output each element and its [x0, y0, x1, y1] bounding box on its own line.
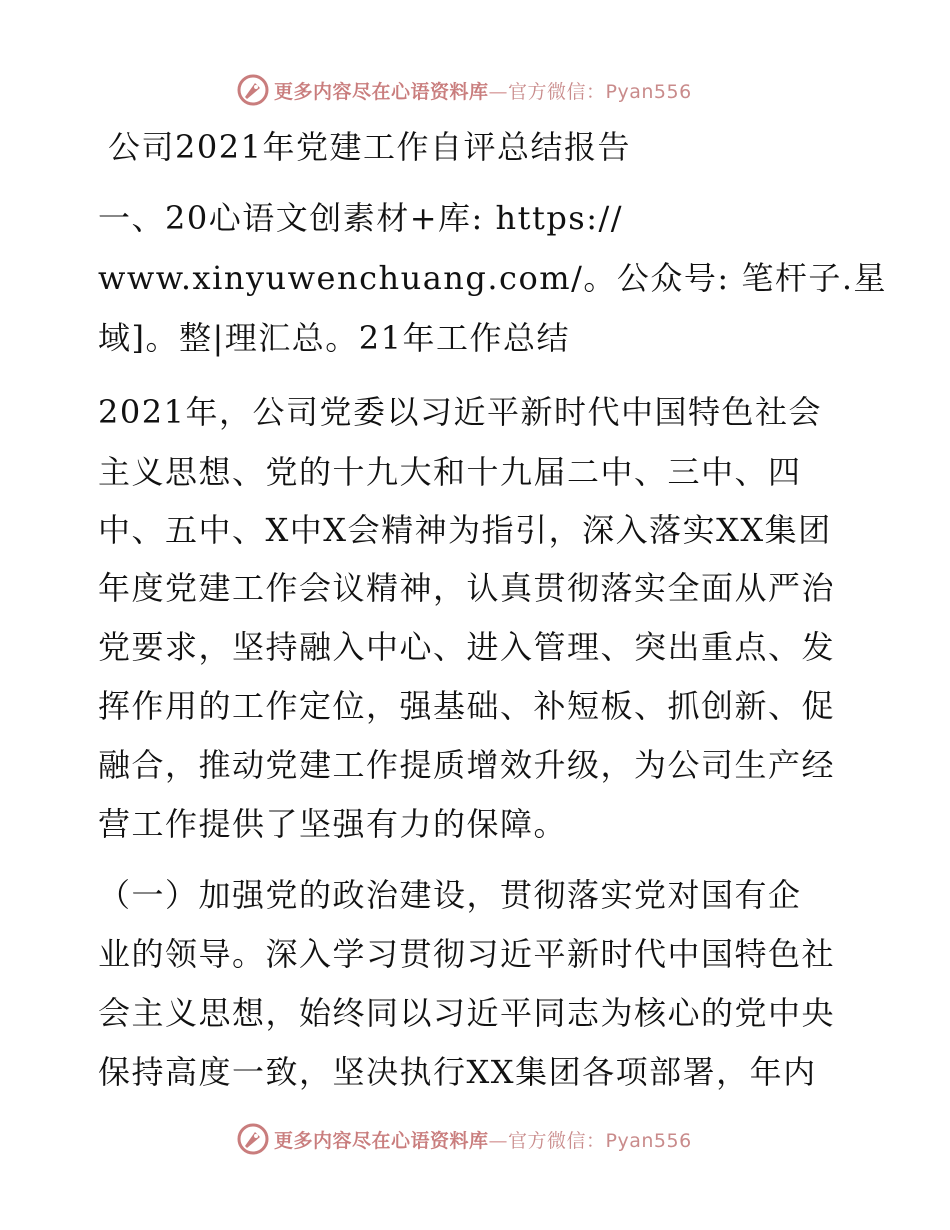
paragraph-line: 主义思想、党的十九大和十九届二中、三中、四 — [98, 453, 802, 491]
watermark-wechat-id: Pyan556 — [605, 1129, 692, 1152]
paragraph-line: 营工作提供了坚强有力的保障。 — [98, 805, 568, 843]
watermark-dash: — — [488, 80, 509, 103]
paragraph-line: 党要求，坚持融入中心、进入管理、突出重点、发 — [98, 628, 836, 666]
paragraph-line: 业的领导。深入学习贯彻习近平新时代中国特色社 — [98, 935, 836, 973]
paragraph-line: 2021年，公司党委以习近平新时代中国特色社会 — [98, 393, 822, 431]
paragraph-line: （一）加强党的政治建设，贯彻落实党对国有企 — [98, 876, 802, 914]
paragraph-line: 一、20心语文创素材+库: https:// — [98, 199, 624, 237]
pen-nib-circle-icon — [236, 1122, 270, 1156]
paragraph-line: 中、五中、X中X会精神为指引，深入落实XX集团 — [98, 511, 832, 549]
paragraph-line: 域]。整|理汇总。21年工作总结 — [98, 319, 570, 357]
footer-watermark — [236, 1122, 692, 1156]
watermark-wechat-id: Pyan556 — [605, 80, 692, 103]
watermark-wechat-label: 官方微信： — [508, 80, 606, 103]
watermark-wechat-label: 官方微信： — [508, 1129, 606, 1152]
paragraph-line: 挥作用的工作定位，强基础、补短板、抓创新、促 — [98, 687, 836, 725]
watermark-dash: — — [488, 1129, 509, 1152]
document-title: 公司2021年党建工作自评总结报告 — [108, 128, 631, 166]
watermark-main-text: 更多内容尽在心语资料库 — [274, 80, 489, 103]
paragraph-line: 年度党建工作会议精神，认真贯彻落实全面从严治 — [98, 569, 836, 607]
header-watermark — [236, 73, 692, 107]
paragraph-line: 会主义思想，始终同以习近平同志为核心的党中央 — [98, 994, 836, 1032]
pen-nib-circle-icon — [236, 73, 270, 107]
paragraph-line: 保持高度一致，坚决执行XX集团各项部署，年内 — [98, 1053, 817, 1091]
paragraph-line: www.xinyuwenchuang.com/。公众号: 笔杆子.星 — [98, 259, 887, 297]
paragraph-line: 融合，推动党建工作提质增效升级，为公司生产经 — [98, 746, 836, 784]
watermark-main-text: 更多内容尽在心语资料库 — [274, 1129, 489, 1152]
